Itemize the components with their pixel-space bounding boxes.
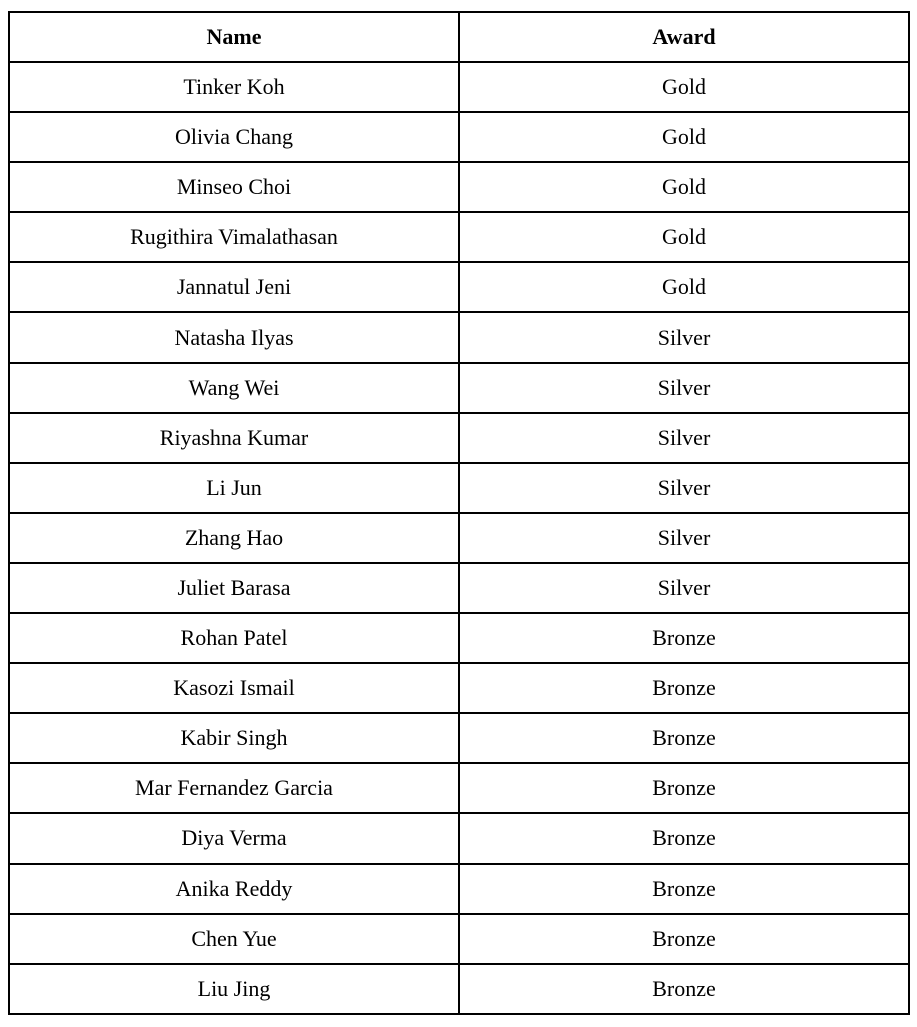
award-cell: Bronze [459, 914, 909, 964]
award-cell: Silver [459, 312, 909, 362]
award-cell: Silver [459, 563, 909, 613]
name-cell: Olivia Chang [9, 112, 459, 162]
name-cell: Diya Verma [9, 813, 459, 863]
table-row [9, 813, 909, 863]
name-column-header: Name [9, 12, 459, 62]
table-row [9, 563, 909, 613]
table-row [9, 463, 909, 513]
table-row [9, 513, 909, 563]
award-cell: Gold [459, 262, 909, 312]
name-cell: Minseo Choi [9, 162, 459, 212]
table-row [9, 312, 909, 362]
name-cell: Kabir Singh [9, 713, 459, 763]
name-cell: Wang Wei [9, 363, 459, 413]
table-row [9, 212, 909, 262]
award-cell: Gold [459, 112, 909, 162]
header-row [9, 12, 909, 62]
table-row [9, 162, 909, 212]
award-cell: Bronze [459, 964, 909, 1014]
award-cell: Bronze [459, 613, 909, 663]
name-cell: Tinker Koh [9, 62, 459, 112]
table-row [9, 413, 909, 463]
table-row [9, 663, 909, 713]
name-cell: Rohan Patel [9, 613, 459, 663]
name-cell: Jannatul Jeni [9, 262, 459, 312]
award-cell: Gold [459, 212, 909, 262]
table-row [9, 613, 909, 663]
name-cell: Rugithira Vimalathasan [9, 212, 459, 262]
name-cell: Natasha Ilyas [9, 312, 459, 362]
name-cell: Juliet Barasa [9, 563, 459, 613]
table-header [9, 12, 909, 62]
award-cell: Silver [459, 513, 909, 563]
table-row [9, 964, 909, 1014]
award-cell: Silver [459, 413, 909, 463]
award-cell: Silver [459, 463, 909, 513]
name-cell: Zhang Hao [9, 513, 459, 563]
table-row [9, 262, 909, 312]
name-cell: Mar Fernandez Garcia [9, 763, 459, 813]
award-cell: Bronze [459, 663, 909, 713]
table-body [9, 62, 909, 1014]
name-cell: Chen Yue [9, 914, 459, 964]
award-cell: Gold [459, 62, 909, 112]
award-cell: Bronze [459, 864, 909, 914]
awards-table [8, 11, 910, 1015]
name-cell: Riyashna Kumar [9, 413, 459, 463]
award-cell: Gold [459, 162, 909, 212]
table-row [9, 363, 909, 413]
name-cell: Anika Reddy [9, 864, 459, 914]
award-cell: Bronze [459, 813, 909, 863]
award-column-header: Award [459, 12, 909, 62]
table-row [9, 864, 909, 914]
table-row [9, 763, 909, 813]
name-cell: Kasozi Ismail [9, 663, 459, 713]
table-row [9, 112, 909, 162]
table-row [9, 914, 909, 964]
name-cell: Liu Jing [9, 964, 459, 1014]
table-row [9, 62, 909, 112]
award-cell: Silver [459, 363, 909, 413]
award-cell: Bronze [459, 713, 909, 763]
name-cell: Li Jun [9, 463, 459, 513]
table-row [9, 713, 909, 763]
award-cell: Bronze [459, 763, 909, 813]
